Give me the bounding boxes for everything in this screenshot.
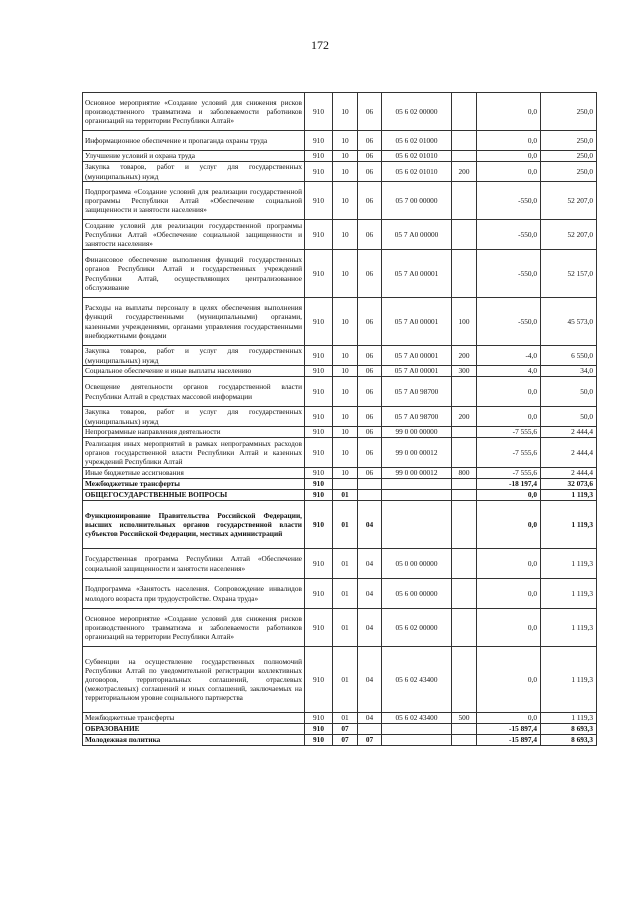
gr-code: 910 <box>305 490 333 501</box>
expense-type-code <box>452 479 477 490</box>
expense-type-code <box>452 490 477 501</box>
total-amount: 6 550,0 <box>541 346 597 366</box>
section-code: 10 <box>333 162 358 182</box>
subsection-code: 06 <box>358 250 382 298</box>
gr-code: 910 <box>305 407 333 427</box>
change-amount: -550,0 <box>477 250 541 298</box>
expense-type-code: 800 <box>452 468 477 479</box>
change-amount: 0,0 <box>477 93 541 131</box>
expense-name: Закупка товаров, работ и услуг для государственных (муниципальных) нужд <box>83 162 305 182</box>
page-number: 172 <box>311 38 329 52</box>
change-amount: -15 897,4 <box>477 735 541 746</box>
section-code: 10 <box>333 346 358 366</box>
change-amount: -550,0 <box>477 220 541 250</box>
table-row <box>83 490 597 501</box>
change-amount: 0,0 <box>477 407 541 427</box>
expense-type-code <box>452 579 477 609</box>
gr-code: 910 <box>305 298 333 346</box>
subsection-code: 06 <box>358 346 382 366</box>
change-amount: -7 555,6 <box>477 468 541 479</box>
subsection-code: 06 <box>358 298 382 346</box>
gr-code: 910 <box>305 609 333 647</box>
section-code: 10 <box>333 377 358 407</box>
subsection-code: 06 <box>358 93 382 131</box>
total-amount: 250,0 <box>541 162 597 182</box>
expense-name: Субвенции на осуществление государственных полномочий Республики Алтай по уведомительной регистрации коллективных договоров, территориальных соглашений, отраслевых (межотраслевых) соглашений и иных соглашений, заключаемых на территориальном уровне социального партнерства <box>83 647 305 713</box>
change-amount: 0,0 <box>477 151 541 162</box>
target-article-code: 99 0 00 00012 <box>382 468 452 479</box>
expense-name: Социальное обеспечение и иные выплаты населению <box>83 366 305 377</box>
expense-name: Улучшение условий и охрана труда <box>83 151 305 162</box>
section-code: 07 <box>333 724 358 735</box>
table-row <box>83 407 597 427</box>
expense-name: Информационное обеспечение и пропаганда охраны труда <box>83 131 305 151</box>
expense-name: Межбюджетные трансферты <box>83 479 305 490</box>
target-article-code: 05 6 02 43400 <box>382 713 452 724</box>
section-code: 10 <box>333 366 358 377</box>
gr-code: 910 <box>305 501 333 549</box>
gr-code: 910 <box>305 182 333 220</box>
gr-code: 910 <box>305 579 333 609</box>
expense-name: Закупка товаров, работ и услуг для государственных (муниципальных) нужд <box>83 407 305 427</box>
table-row <box>83 549 597 579</box>
table-row <box>83 609 597 647</box>
section-code: 01 <box>333 501 358 549</box>
target-article-code <box>382 735 452 746</box>
total-amount: 250,0 <box>541 93 597 131</box>
total-amount: 34,0 <box>541 366 597 377</box>
expense-type-code <box>452 438 477 468</box>
change-amount: 0,0 <box>477 713 541 724</box>
target-article-code: 05 6 02 01010 <box>382 151 452 162</box>
target-article-code <box>382 724 452 735</box>
table-row <box>83 162 597 182</box>
gr-code: 910 <box>305 151 333 162</box>
expense-name: Межбюджетные трансферты <box>83 713 305 724</box>
expense-name: Подпрограмма «Занятость населения. Сопровождение инвалидов молодого возраста при трудоустройстве. Охрана труда» <box>83 579 305 609</box>
total-amount: 1 119,3 <box>541 609 597 647</box>
subsection-code: 06 <box>358 427 382 438</box>
expense-type-code: 100 <box>452 298 477 346</box>
total-amount: 1 119,3 <box>541 501 597 549</box>
expense-type-code: 300 <box>452 366 477 377</box>
subsection-code: 06 <box>358 220 382 250</box>
target-article-code: 99 0 00 00012 <box>382 438 452 468</box>
gr-code: 910 <box>305 131 333 151</box>
table-row <box>83 131 597 151</box>
table-row <box>83 647 597 713</box>
gr-code: 910 <box>305 93 333 131</box>
total-amount: 1 119,3 <box>541 579 597 609</box>
section-code: 10 <box>333 407 358 427</box>
section-code: 10 <box>333 220 358 250</box>
subsection-code: 06 <box>358 407 382 427</box>
total-amount: 52 207,0 <box>541 182 597 220</box>
total-amount: 32 073,6 <box>541 479 597 490</box>
change-amount: 0,0 <box>477 501 541 549</box>
expense-type-code: 200 <box>452 162 477 182</box>
table-row <box>83 579 597 609</box>
change-amount: -15 897,4 <box>477 724 541 735</box>
expense-name: Молодежная политика <box>83 735 305 746</box>
subsection-code: 06 <box>358 151 382 162</box>
table-row <box>83 501 597 549</box>
gr-code: 910 <box>305 427 333 438</box>
section-code: 01 <box>333 713 358 724</box>
target-article-code: 05 7 А0 00001 <box>382 346 452 366</box>
expense-name: Непрограммные направления деятельности <box>83 427 305 438</box>
change-amount: 0,0 <box>477 131 541 151</box>
target-article-code: 05 6 02 01010 <box>382 162 452 182</box>
total-amount: 1 119,3 <box>541 490 597 501</box>
expense-type-code <box>452 250 477 298</box>
expense-type-code <box>452 501 477 549</box>
gr-code: 910 <box>305 250 333 298</box>
subsection-code: 04 <box>358 549 382 579</box>
gr-code: 910 <box>305 735 333 746</box>
table-row <box>83 182 597 220</box>
change-amount: 0,0 <box>477 647 541 713</box>
section-code: 10 <box>333 468 358 479</box>
subsection-code: 06 <box>358 468 382 479</box>
target-article-code: 05 6 02 01000 <box>382 131 452 151</box>
section-code: 10 <box>333 182 358 220</box>
gr-code: 910 <box>305 713 333 724</box>
change-amount: 0,0 <box>477 162 541 182</box>
total-amount: 50,0 <box>541 407 597 427</box>
subsection-code: 06 <box>358 377 382 407</box>
table-row <box>83 468 597 479</box>
subsection-code: 06 <box>358 162 382 182</box>
section-code: 10 <box>333 298 358 346</box>
gr-code: 910 <box>305 220 333 250</box>
gr-code: 910 <box>305 479 333 490</box>
total-amount: 8 693,3 <box>541 724 597 735</box>
expense-type-code <box>452 549 477 579</box>
table-row <box>83 377 597 407</box>
target-article-code: 05 7 А0 98700 <box>382 407 452 427</box>
total-amount: 2 444,4 <box>541 427 597 438</box>
expense-name: Основное мероприятие «Создание условий для снижения рисков производственного травматизма и заболеваемости работников организаций на территории Республики Алтай» <box>83 609 305 647</box>
target-article-code: 05 7 А0 00001 <box>382 250 452 298</box>
expense-name: Создание условий для реализации государственной программы Республики Алтай «Обеспечение социальной защищенности и занятости населения» <box>83 220 305 250</box>
expense-type-code <box>452 724 477 735</box>
table-row <box>83 713 597 724</box>
change-amount: -550,0 <box>477 298 541 346</box>
table-row <box>83 724 597 735</box>
target-article-code: 05 6 02 00000 <box>382 609 452 647</box>
change-amount: -4,0 <box>477 346 541 366</box>
target-article-code: 05 7 А0 98700 <box>382 377 452 407</box>
total-amount: 250,0 <box>541 151 597 162</box>
target-article-code: 05 0 00 00000 <box>382 549 452 579</box>
expense-type-code <box>452 427 477 438</box>
table-row <box>83 220 597 250</box>
subsection-code <box>358 490 382 501</box>
change-amount: -550,0 <box>477 182 541 220</box>
expense-type-code <box>452 647 477 713</box>
expense-name: ОБРАЗОВАНИЕ <box>83 724 305 735</box>
gr-code: 910 <box>305 724 333 735</box>
total-amount: 52 207,0 <box>541 220 597 250</box>
expense-name: Основное мероприятие «Создание условий для снижения рисков производственного травматизма и заболеваемости работников организаций на территории Республики Алтай» <box>83 93 305 131</box>
section-code: 01 <box>333 579 358 609</box>
total-amount: 2 444,4 <box>541 438 597 468</box>
target-article-code: 05 7 00 00000 <box>382 182 452 220</box>
subsection-code: 04 <box>358 647 382 713</box>
expense-type-code: 200 <box>452 346 477 366</box>
expense-type-code <box>452 609 477 647</box>
table-row <box>83 438 597 468</box>
total-amount: 50,0 <box>541 377 597 407</box>
expense-name: ОБЩЕГОСУДАРСТВЕННЫЕ ВОПРОСЫ <box>83 490 305 501</box>
expense-name: Иные бюджетные ассигнования <box>83 468 305 479</box>
expense-type-code <box>452 131 477 151</box>
gr-code: 910 <box>305 647 333 713</box>
expense-type-code <box>452 735 477 746</box>
expense-type-code: 500 <box>452 713 477 724</box>
table-row <box>83 479 597 490</box>
change-amount: -7 555,6 <box>477 438 541 468</box>
section-code: 10 <box>333 151 358 162</box>
change-amount: 4,0 <box>477 366 541 377</box>
total-amount: 2 444,4 <box>541 468 597 479</box>
subsection-code: 04 <box>358 579 382 609</box>
target-article-code: 05 7 А0 00000 <box>382 220 452 250</box>
section-code: 01 <box>333 609 358 647</box>
subsection-code: 06 <box>358 131 382 151</box>
table-row <box>83 735 597 746</box>
expense-type-code <box>452 182 477 220</box>
total-amount: 1 119,3 <box>541 647 597 713</box>
change-amount: 0,0 <box>477 549 541 579</box>
budget-table <box>82 92 597 746</box>
subsection-code: 06 <box>358 182 382 220</box>
expense-type-code <box>452 377 477 407</box>
change-amount: -18 197,4 <box>477 479 541 490</box>
subsection-code <box>358 479 382 490</box>
expense-name: Освещение деятельности органов государственной власти Республики Алтай в средствах массовой информации <box>83 377 305 407</box>
subsection-code: 04 <box>358 713 382 724</box>
target-article-code: 05 6 00 00000 <box>382 579 452 609</box>
section-code: 10 <box>333 438 358 468</box>
section-code: 01 <box>333 490 358 501</box>
section-code: 10 <box>333 427 358 438</box>
expense-type-code <box>452 151 477 162</box>
gr-code: 910 <box>305 366 333 377</box>
table-row <box>83 298 597 346</box>
target-article-code: 99 0 00 00000 <box>382 427 452 438</box>
section-code: 10 <box>333 93 358 131</box>
subsection-code: 07 <box>358 735 382 746</box>
gr-code: 910 <box>305 377 333 407</box>
total-amount: 250,0 <box>541 131 597 151</box>
expense-type-code <box>452 220 477 250</box>
subsection-code: 04 <box>358 501 382 549</box>
target-article-code: 05 7 А0 00001 <box>382 366 452 377</box>
target-article-code <box>382 490 452 501</box>
total-amount: 8 693,3 <box>541 735 597 746</box>
target-article-code: 05 6 02 43400 <box>382 647 452 713</box>
gr-code: 910 <box>305 468 333 479</box>
change-amount: 0,0 <box>477 490 541 501</box>
expense-type-code <box>452 93 477 131</box>
total-amount: 52 157,0 <box>541 250 597 298</box>
subsection-code <box>358 724 382 735</box>
section-code: 10 <box>333 131 358 151</box>
change-amount: -7 555,6 <box>477 427 541 438</box>
target-article-code <box>382 501 452 549</box>
expense-name: Государственная программа Республики Алтай «Обеспечение социальной защищенности и занятости населения» <box>83 549 305 579</box>
table-row <box>83 151 597 162</box>
table-row <box>83 93 597 131</box>
total-amount: 1 119,3 <box>541 549 597 579</box>
table-row <box>83 366 597 377</box>
section-code: 01 <box>333 647 358 713</box>
table-row <box>83 250 597 298</box>
change-amount: 0,0 <box>477 609 541 647</box>
subsection-code: 06 <box>358 438 382 468</box>
gr-code: 910 <box>305 346 333 366</box>
table-row <box>83 346 597 366</box>
expense-type-code: 200 <box>452 407 477 427</box>
target-article-code: 05 6 02 00000 <box>382 93 452 131</box>
gr-code: 910 <box>305 549 333 579</box>
subsection-code: 04 <box>358 609 382 647</box>
expense-name: Закупка товаров, работ и услуг для государственных (муниципальных) нужд <box>83 346 305 366</box>
target-article-code: 05 7 А0 00001 <box>382 298 452 346</box>
subsection-code: 06 <box>358 366 382 377</box>
expense-name: Реализация иных мероприятий в рамках непрограммных расходов органов государственной власти Республики Алтай и казенных учреждений Республики Алтай <box>83 438 305 468</box>
gr-code: 910 <box>305 438 333 468</box>
table-row <box>83 427 597 438</box>
total-amount: 45 573,0 <box>541 298 597 346</box>
expense-name: Подпрограмма «Создание условий для реализации государственной программы Республики Алтай «Обеспечение социальной защищенности и занятости населения» <box>83 182 305 220</box>
section-code: 07 <box>333 735 358 746</box>
section-code: 10 <box>333 250 358 298</box>
expense-name: Функционирование Правительства Российской Федерации, высших исполнительных органов государственной власти субъектов Российской Федерации, местных администраций <box>83 501 305 549</box>
change-amount: 0,0 <box>477 579 541 609</box>
gr-code: 910 <box>305 162 333 182</box>
section-code: 01 <box>333 549 358 579</box>
section-code <box>333 479 358 490</box>
expense-name: Финансовое обеспечение выполнения функций государственных органов Республики Алтай и государственных учреждений Республики Алтай, осуществляющих централизованное обслуживание <box>83 250 305 298</box>
expense-name: Расходы на выплаты персоналу в целях обеспечения выполнения функций государственными (муниципальными) органами, казенными учреждениями, органами управления государственными внебюджетными фондами <box>83 298 305 346</box>
change-amount: 0,0 <box>477 377 541 407</box>
total-amount: 1 119,3 <box>541 713 597 724</box>
target-article-code <box>382 479 452 490</box>
